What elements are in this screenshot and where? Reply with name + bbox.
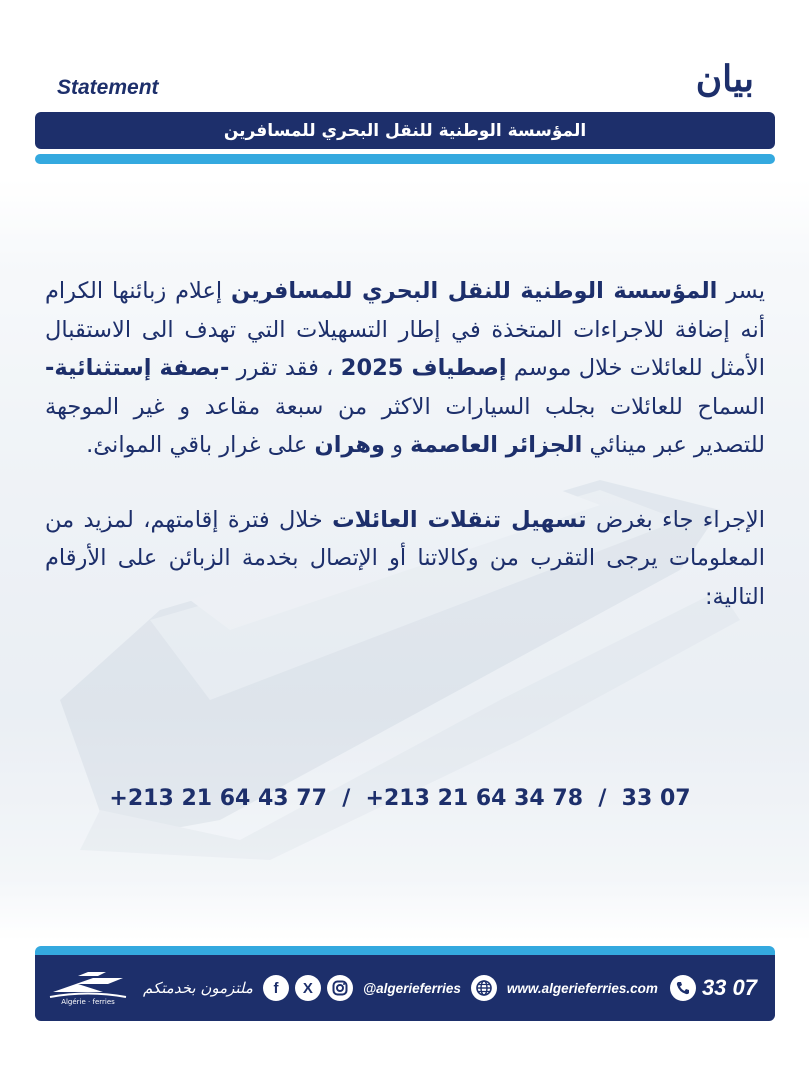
social-icons (263, 975, 353, 1001)
p1-d: إصطياف 2025 (340, 355, 507, 381)
website-group (471, 975, 658, 1001)
bayan-heading: بيان (695, 58, 754, 100)
statement-label: Statement (57, 76, 159, 99)
p1-g: السماح للعائلات بجلب السيارات الاكثر من سبعة مقاعد و غير الموجهة للتصدير عبر مينائي (45, 393, 765, 458)
footer-left (43, 970, 461, 1006)
p1-e: ، فقد تقرر (229, 355, 341, 381)
p1-f: -بصفة إستثنائية- (45, 355, 230, 381)
social-handle[interactable]: @algerieferries (362, 980, 461, 996)
p2-b: تسهيل تنقلات العائلات (332, 506, 587, 533)
p2-a: الإجراء جاء بغرض (586, 506, 765, 533)
p1-j: وهران (314, 432, 385, 458)
p2-c: خلال فترة إقامتهم، لمزيد من المعلومات يرجى التقرب من وكالاتنا أو الإتصال بخدمة الزبائن على الأرقام التالية: (45, 506, 765, 610)
p1-a: يسر (717, 278, 765, 304)
logo-subtitle: Algérie · ferries (61, 998, 115, 1006)
footer-bar (35, 955, 775, 1021)
facebook-icon[interactable]: f (263, 975, 289, 1001)
instagram-icon[interactable] (327, 975, 353, 1001)
p1-k: على غرار باقي الموانئ. (86, 432, 315, 458)
globe-icon (471, 975, 497, 1001)
p1-h: الجزائر العاصمة (410, 432, 583, 458)
p1-c: إعلام زبائنها الكرام أنه إضافة للاجراءات المتخذة في إطار التسهيلات التي تهدف الى الاستقبال الأمثل للعائلات خلال موسم (45, 278, 765, 381)
x-icon[interactable]: X (295, 975, 321, 1001)
hotline-number[interactable]: 33 07 (701, 975, 757, 1000)
p1-b: المؤسسة الوطنية للنقل البحري للمسافرين (230, 278, 718, 304)
phone-numbers[interactable]: +213 21 64 43 77 / +213 21 64 34 78 / 33 07 (109, 786, 691, 811)
paragraph-1 (45, 272, 765, 465)
hotline-group (670, 975, 757, 1001)
accent-line (35, 154, 775, 164)
footer-right (471, 975, 757, 1001)
footer-slogan: ملتزمون بخدمتكم (143, 979, 253, 997)
p1-i: و (384, 432, 411, 458)
phone-icon (670, 975, 696, 1001)
paragraph-2 (45, 501, 765, 617)
statement-body (45, 272, 765, 616)
ferries-logo-icon (48, 970, 128, 1000)
algerie-ferries-logo (43, 970, 133, 1006)
website-link[interactable]: www.algerieferries.com (506, 980, 658, 996)
title-bar: المؤسسة الوطنية للنقل البحري للمسافرين (35, 112, 775, 149)
